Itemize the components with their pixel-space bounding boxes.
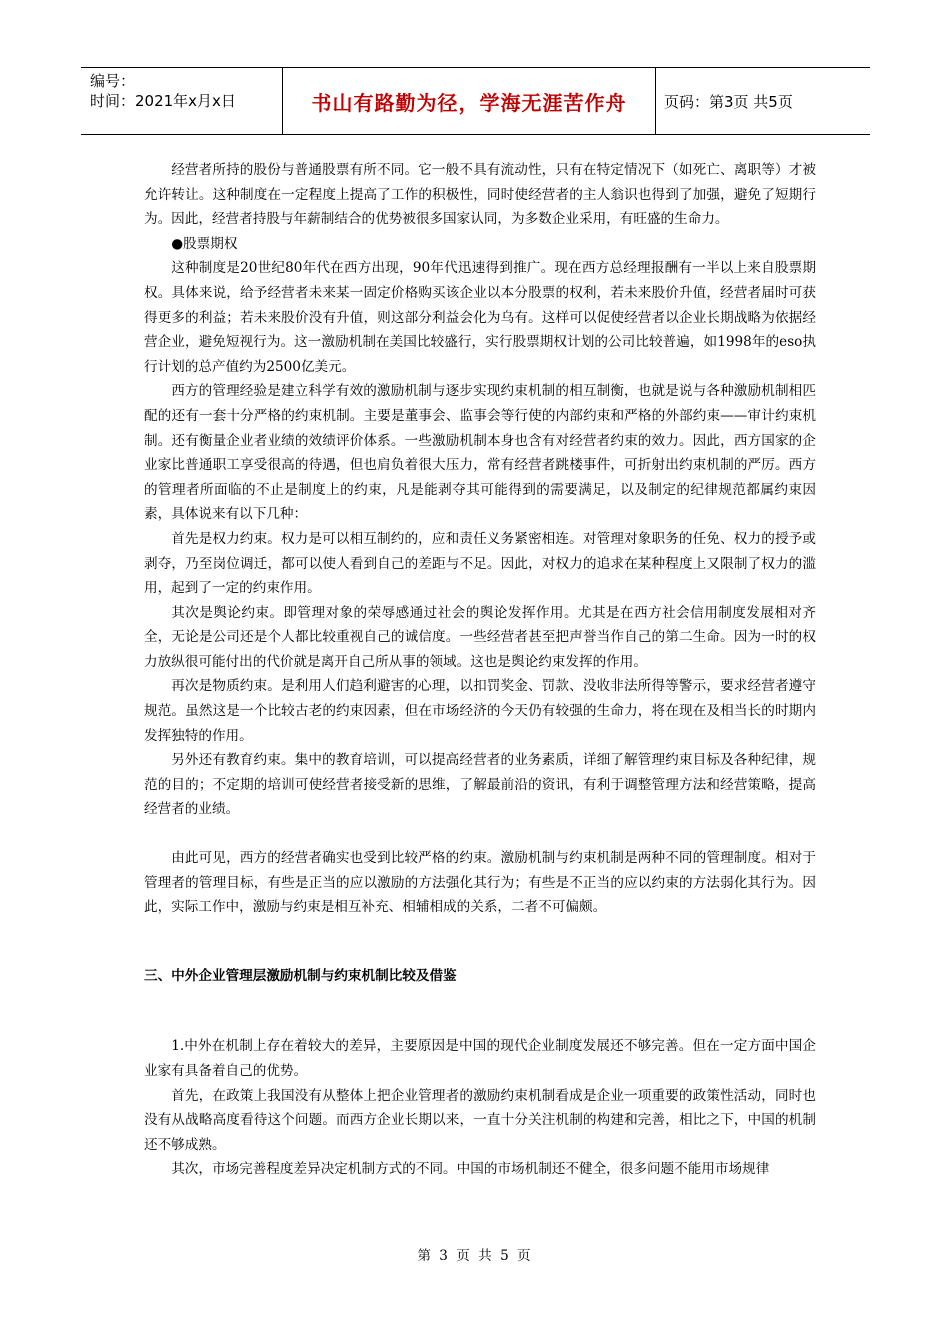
bullet-heading-stock-options: ●股票期权 xyxy=(171,235,238,252)
paragraph: 其次，市场完善程度差异决定机制方式的不同。中国的市场机制还不健全，很多问题不能用市场规律 xyxy=(171,1161,770,1178)
header-motto: 书山有路勤为径，学海无涯苦作舟 xyxy=(311,90,627,115)
header-meta-cell xyxy=(81,68,283,134)
paragraph: 西方的管理经验是建立科学有效的激励机制与逐步实现约束机制的相互制衡，也就是说与各种激励机制相匹配的还有一套十分严格的约束机制。主要是董事会、监事会等行使的内部约束和严格的外部约束——审计约束机制。还有衡量企业者业绩的效绩评价体系。一些激励机制本身也含有对经营者约束的效力。因此，西方国家的企业家比普通职工享受很高的待遇，但也肩负着很大压力，常有经营者跳楼事件，可折射出约束机制的严厉。西方的管理者所面临的不止是制度上的约束，凡是能剥夺其可能得到的需要满足，以及制定的纪律规范都属约束因素，具体说来有以下几种： xyxy=(144,383,816,523)
page-footer: 第 3 页 共 5 页 xyxy=(417,1248,533,1264)
date-line: 时间：2021年x月x日 xyxy=(90,92,236,110)
spacer xyxy=(144,920,816,964)
paragraph: 首先是权力约束。权力是可以相互制约的，应和责任义务紧密相连。对管理对象职务的任免、权力的授予或剥夺，乃至岗位调迁，都可以使人看到自己的差距与不足。因此，对权力的追求在某种程度上又限制了权力的滥用，起到了一定的约束作用。 xyxy=(144,530,816,597)
paragraph: 经营者所持的股份与普通股票有所不同。它一般不具有流动性，只有在特定情况下（如死亡、离职等）才被允许转让。这种制度在一定程度上提高了工作的积极性，同时使经营者的主人翁识也得到了加强，避免了短期行为。因此，经营者持股与年薪制结合的优势被很多国家认同，为多数企业采用，有旺盛的生命力。 xyxy=(144,162,816,228)
paragraph: 1.中外在机制上存在着较大的差异，主要原因是中国的现代企业制度发展还不够完善。但在一定方面中国企业家有具备着自己的优势。 xyxy=(144,1038,816,1079)
paragraph: 这种制度是20世纪80年代在西方出现，90年代迅速得到推广。现在西方总经理报酬有一半以上来自股票期权。具体来说，给予经营者未来某一固定价格购买该企业以本分股票的权利，若未来股价升值，经营者届时可获得更多的利益；若未来股价没有升值，则这部分利益会化为乌有。这样可以促使经营者以企业长期战略为依据经营企业，避免短视行为。这一激励机制在美国比较盛行，实行股票期权计划的公司比较普遍，如1998年的eso执行计划的总产值约为2500亿美元。 xyxy=(144,260,816,375)
paragraph: 由此可见，西方的经营者确实也受到比较严格的约束。激励机制与约束机制是两种不同的管理制度。相对于管理者的管理目标，有些是正当的应以激励的方法强化其行为；有些是不正当的应以约束的方法弱化其行为。因此，实际工作中，激励与约束是相互补充、相辅相成的关系，二者不可偏颇。 xyxy=(144,850,816,916)
paragraph: 另外还有教育约束。集中的教育培训，可以提高经营者的业务素质，详细了解管理约束目标及各种纪律，规范的目的；不定期的培训可使经营者接受新的思维，了解最前沿的资讯，有利于调整管理方法和经营策略，提高经营者的业绩。 xyxy=(144,752,816,818)
spacer xyxy=(144,822,816,846)
serial-number-label: 编号： xyxy=(90,72,136,90)
document-body xyxy=(144,158,816,1182)
header-page-info: 页码：第3页 共5页 xyxy=(664,92,793,111)
paragraph: 首先，在政策上我国没有从整体上把企业管理者的激励约束机制看成是企业一项重要的政策性活动，同时也没有从战略高度看待这个问题。而西方企业长期以来，一直十分关注机制的构建和完善，相比之下，中国的机制还不够成熟。 xyxy=(144,1087,816,1153)
paragraph: 其次是舆论约束。即管理对象的荣辱感通过社会的舆论发挥作用。尤其是在西方社会信用制度发展相对齐全，无论是公司还是个人都比较重视自己的诚信度。一些经营者甚至把声誉当作自己的第二生命。因为一时的权力放纵很可能付出的代价就是离开自己所从事的领域。这也是舆论约束发挥的作用。 xyxy=(144,604,816,670)
header-page-cell xyxy=(656,68,870,134)
section-heading: 三、中外企业管理层激励机制与约束机制比较及借鉴 xyxy=(144,967,457,984)
paragraph: 再次是物质约束。是利用人们趋利避害的心理，以扣罚奖金、罚款、没收非法所得等警示，要求经营者遵守规范。虽然这是一个比较古老的约束因素，但在市场经济的今天仍有较强的生命力，将在现在及相当长的时期内发挥独特的作用。 xyxy=(144,678,816,744)
header-motto-cell xyxy=(283,68,656,134)
spacer xyxy=(144,988,816,1034)
page-header xyxy=(81,67,870,135)
